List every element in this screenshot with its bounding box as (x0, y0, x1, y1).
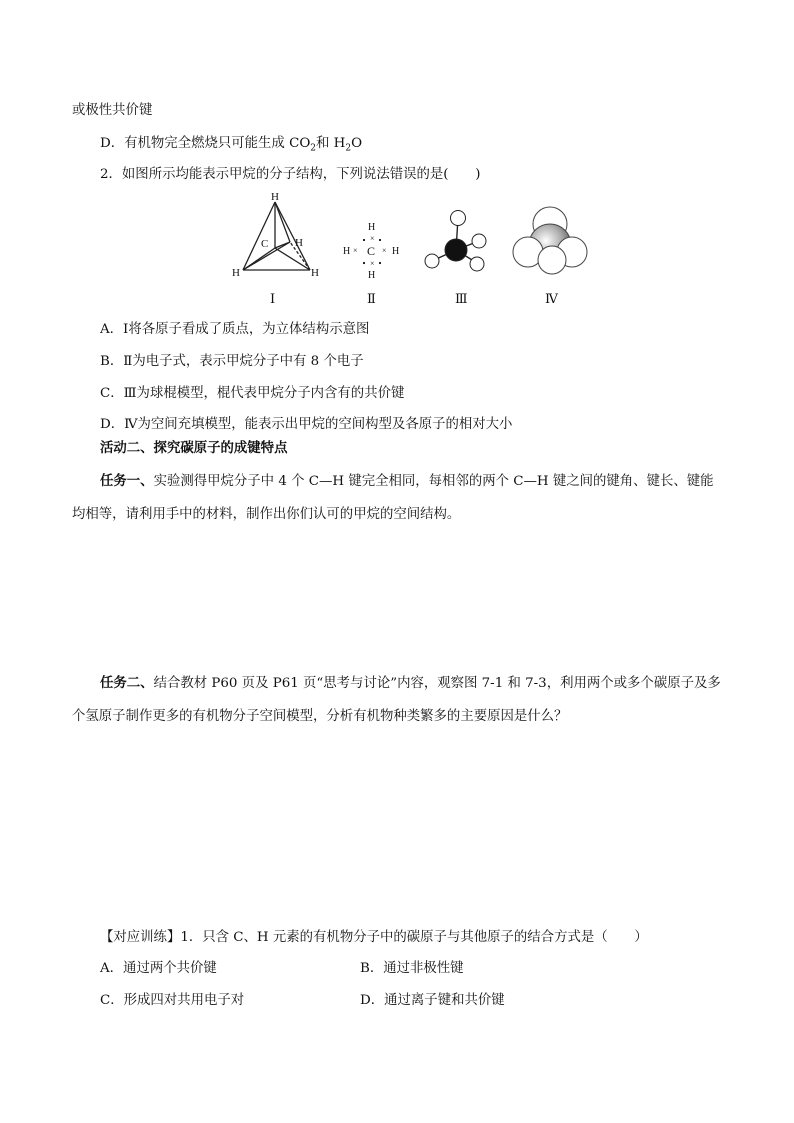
dot-x-right: × (382, 246, 387, 255)
h-sphere-front (538, 246, 566, 274)
task1-label: 任务一、 (100, 473, 154, 489)
practice-option-d: D．通过离子键和共价键 (360, 993, 505, 1008)
question1-tail: 或极性共价键 (72, 103, 153, 118)
dot-atom-h-right: H (392, 246, 400, 257)
atom-h-top: H (271, 191, 279, 203)
h-ball-right (470, 257, 484, 271)
practice-option-b: B．通过非极性键 (360, 961, 464, 976)
figure-label-1: Ⅰ (270, 292, 276, 307)
practice-option-a: A．通过两个共价键 (100, 961, 217, 976)
dot-x-bottom: × (370, 259, 375, 268)
question2-stem: 2．如图所示均能表示甲烷的分子结构，下列说法错误的是( ) (100, 167, 481, 182)
atom-h-left: H (232, 267, 240, 279)
dot-x-left: × (353, 246, 358, 255)
h-ball-left (425, 254, 439, 268)
dot-atom-h-top: H (368, 222, 376, 233)
task2-label: 任务二、 (100, 675, 154, 691)
practice-stem: 【对应训练】1．只含 C、H 元素的有机物分子中的碳原子与其他原子的结合方式是（ ） (100, 930, 648, 945)
atom-h-right: H (295, 237, 303, 249)
figure-electron-formula (340, 218, 408, 282)
h-ball-back (472, 234, 486, 248)
option-d-prefix: D．有机物完全燃烧只可能生成 CO (100, 136, 311, 151)
practice-option-c: C．形成四对共用电子对 (100, 993, 245, 1008)
dot-x-top: × (370, 234, 375, 243)
question2-option-b: B．Ⅱ为电子式，表示甲烷分子中有 8 个电子 (100, 354, 364, 369)
option-d-mid: 和 H (316, 136, 346, 151)
question2-option-c: C．Ⅲ为球棍模型，棍代表甲烷分子内含有的共价键 (100, 386, 405, 401)
option-d-suffix: O (351, 136, 363, 151)
subscript-2b: 2 (345, 143, 352, 154)
task1-paragraph (72, 465, 724, 531)
figure-space-filling (510, 202, 590, 276)
figure-label-3: Ⅲ (455, 292, 468, 307)
dot-atom-h-bottom: H (368, 270, 376, 281)
subscript-2: 2 (310, 143, 317, 154)
dot-atom-c: C (367, 244, 376, 258)
atom-h-bottom-right: H (311, 267, 319, 279)
question2-option-a: A．Ⅰ将各原子看成了质点，为立体结构示意图 (100, 322, 370, 337)
figure-label-4: Ⅳ (545, 292, 558, 307)
atom-c: C (261, 238, 269, 250)
figure-label-2: Ⅱ (367, 292, 376, 307)
h-ball-top (451, 211, 466, 226)
question2-option-d: D．Ⅳ为空间充填模型，能表示出甲烷的空间构型及各原子的相对大小 (100, 417, 513, 432)
task2-paragraph (72, 667, 724, 733)
task2-text: 结合教材 P60 页及 P61 页“思考与讨论”内容，观察图 7-1 和 7-3，利用两个或多个碳原子及多个氢原子制作更多的有机物分子空间模型，分析有机物种类繁多的主要原因是什么？ (72, 676, 721, 724)
figure-ball-stick (420, 205, 492, 275)
question1-option-d (100, 134, 362, 159)
dot-atom-h-left: H (343, 246, 351, 257)
figure-tetrahedron (225, 190, 325, 282)
c-ball (445, 239, 467, 261)
task1-text: 实验测得甲烷分子中 4 个 C—H 键完全相同，每相邻的两个 C—H 键之间的键角、键长、键能均相等，请利用手中的材料，制作出你们认可的甲烷的空间结构。 (72, 474, 714, 522)
activity2-title: 活动二、探究碳原子的成键特点 (100, 440, 288, 456)
